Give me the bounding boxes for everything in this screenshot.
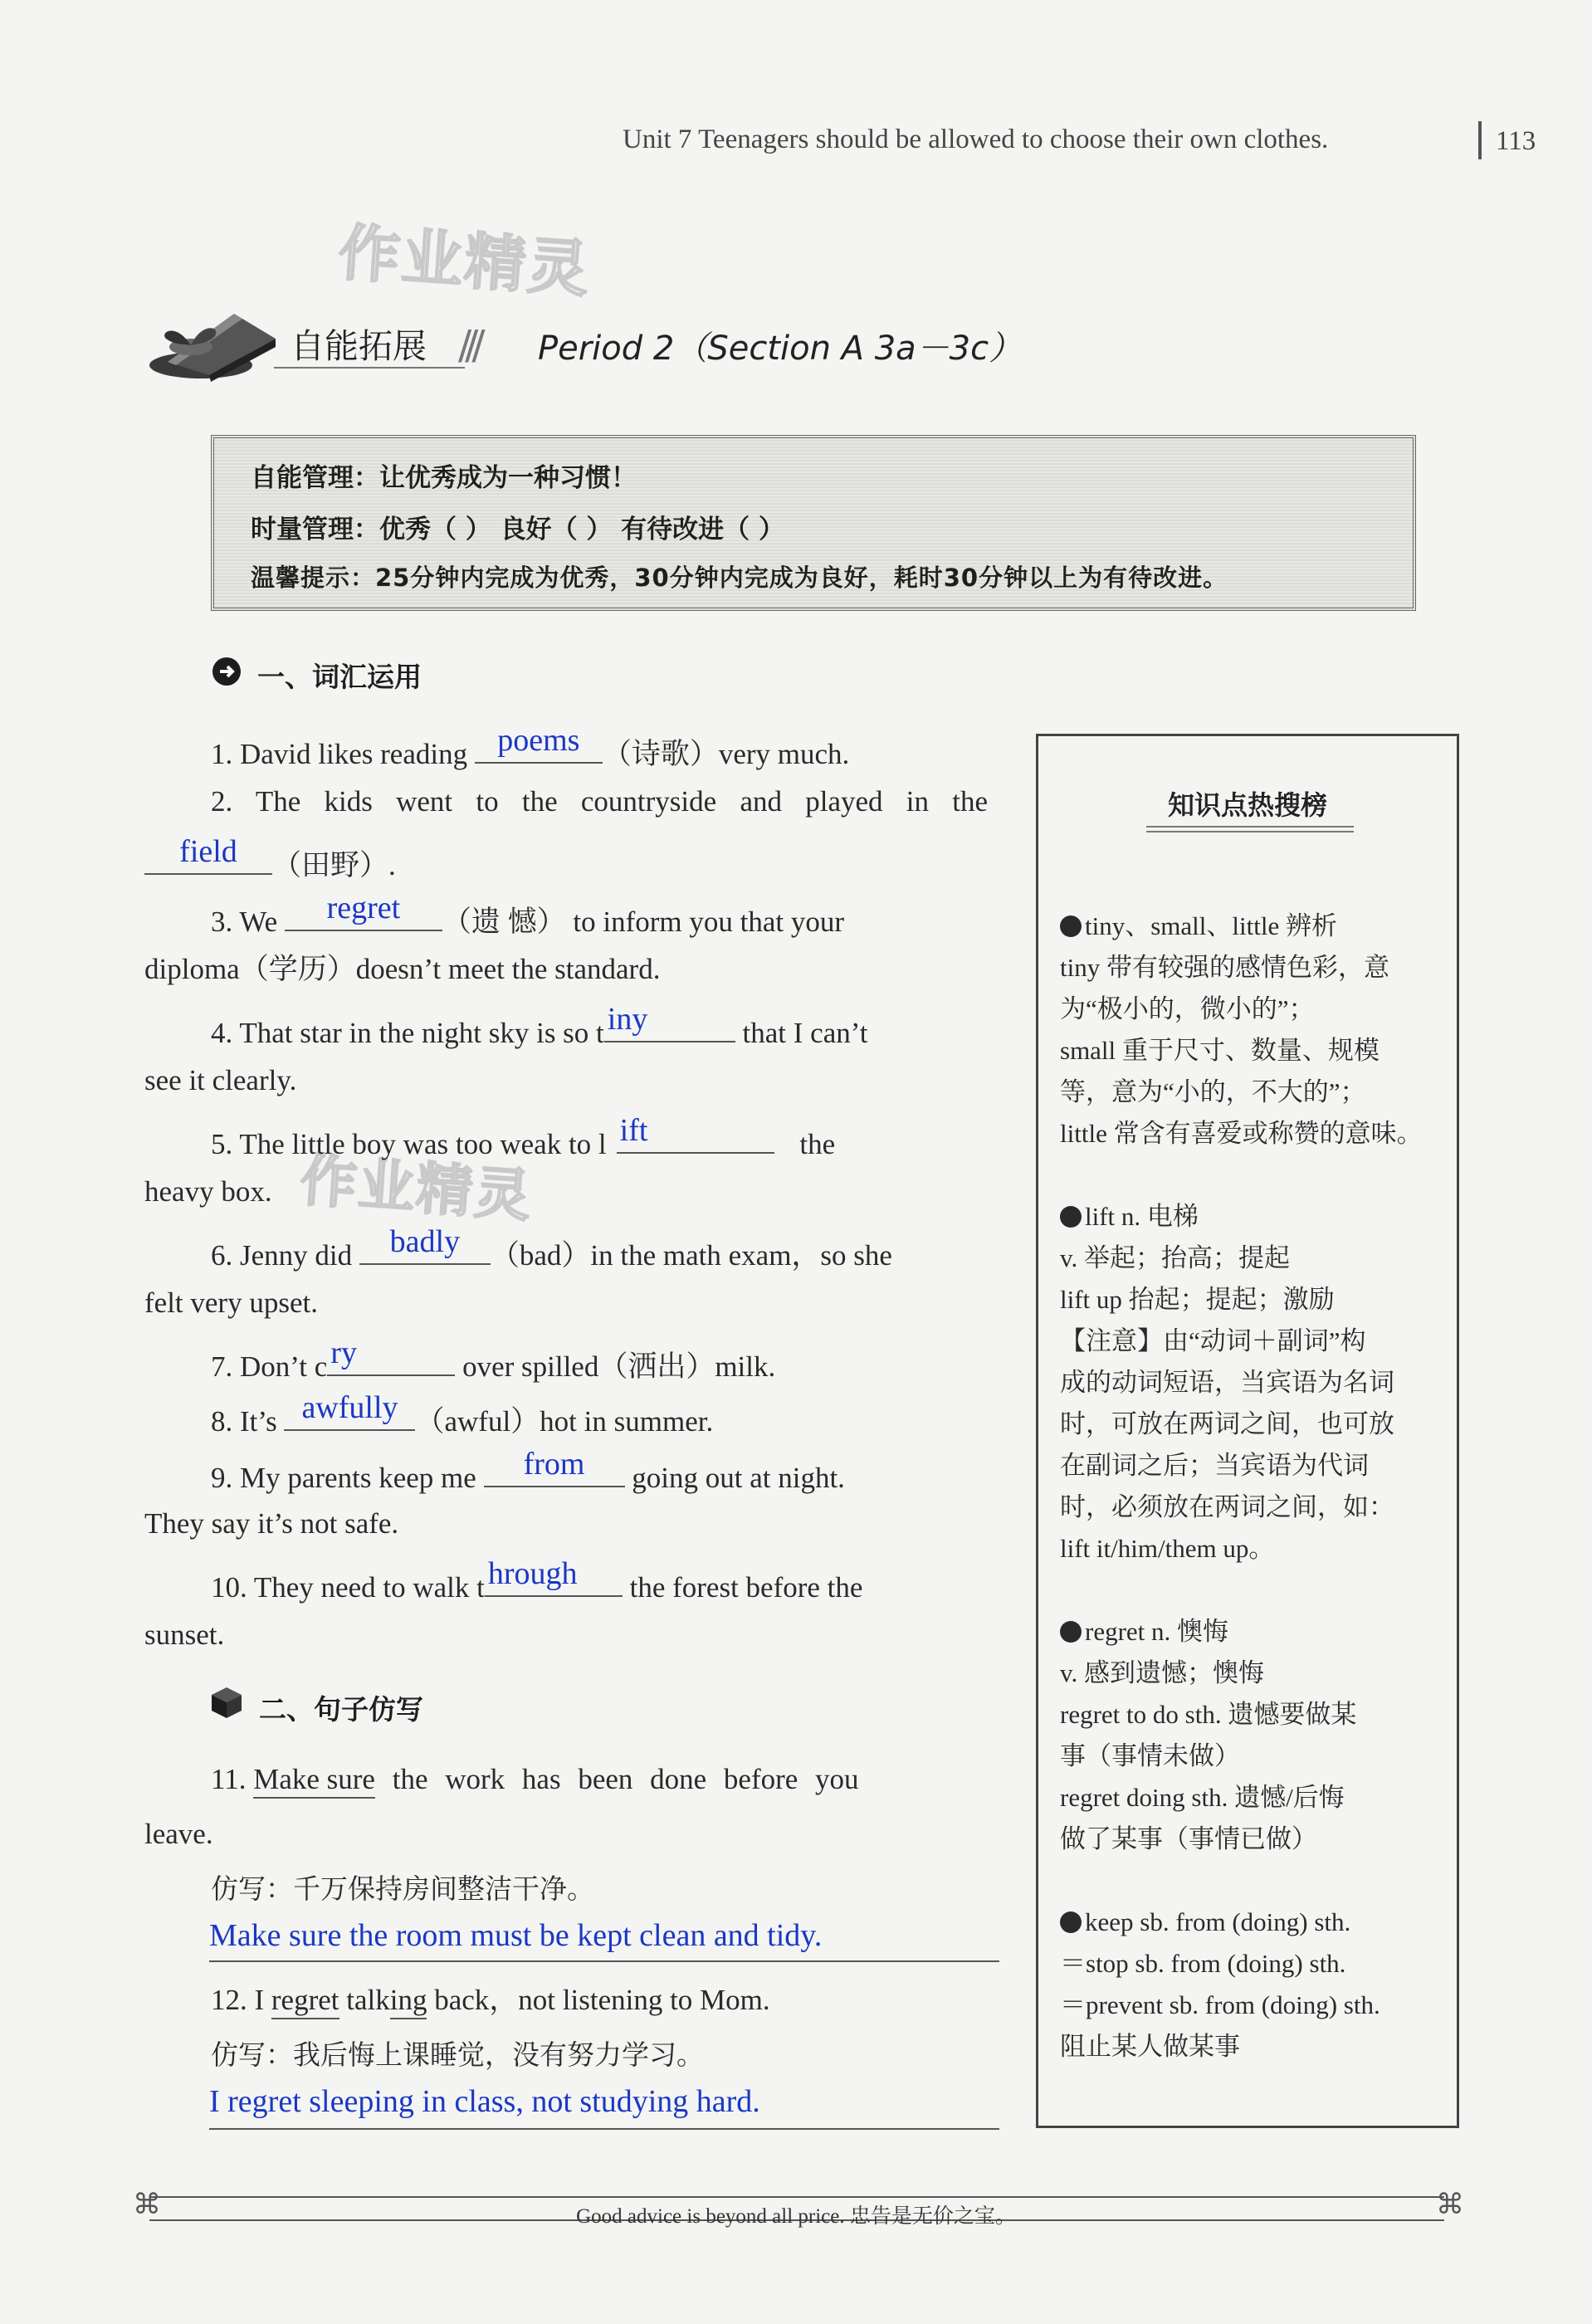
- answer-fill: field: [179, 834, 237, 869]
- knowledge-sidebar: [1036, 734, 1459, 2128]
- note-line: 时，可放在两词之间，也可放: [1060, 1409, 1394, 1438]
- note-line: regret n. 懊悔: [1085, 1617, 1229, 1646]
- banner-slashes: ///: [458, 322, 479, 369]
- note-line: lift it/him/them up。: [1060, 1534, 1275, 1563]
- item-text: going out at night.: [624, 1462, 845, 1494]
- answer-fill: regret: [326, 891, 401, 925]
- watermark-top: 作业精灵: [335, 217, 593, 306]
- note-line: v. 感到遗憾；懊悔: [1060, 1658, 1264, 1687]
- note-line: tiny、small、little 辨析: [1085, 911, 1337, 940]
- tiny-note: [1060, 906, 1442, 1155]
- note-line: lift up 抬起；提起；激励: [1060, 1285, 1335, 1314]
- vocab-item-3: [211, 891, 845, 939]
- note-line: regret to do sth. 遗憾要做某: [1060, 1700, 1357, 1729]
- item-text: 7. Don’t c: [211, 1350, 328, 1383]
- item-text: 10. They need to walk t: [211, 1571, 485, 1604]
- vocab-item-6-cont: felt very upset.: [144, 1286, 318, 1319]
- section-banner-label: 自能拓展: [291, 326, 427, 366]
- item-text: that I can’t: [735, 1017, 868, 1049]
- vocab-item-4: [211, 1002, 868, 1050]
- answer-blank[interactable]: [485, 1556, 623, 1597]
- sidebar-title-rule: [1146, 826, 1354, 828]
- item-text: （田野）.: [272, 849, 396, 881]
- answer-fill: poems: [497, 723, 580, 758]
- vocab-item-5: [211, 1113, 836, 1161]
- answer-blank[interactable]: [475, 723, 603, 764]
- cube-icon: [209, 1685, 244, 1724]
- item-text: over spilled（洒出）milk.: [455, 1350, 776, 1383]
- item-text: 9. My parents keep me: [211, 1462, 484, 1494]
- note-line: small 重于尺寸、数量、规模: [1060, 1036, 1380, 1065]
- page-number: 113: [1496, 126, 1536, 156]
- item-text: 8. It’s: [211, 1405, 285, 1438]
- banner-underline: [274, 367, 465, 369]
- answer-rule-11: [209, 1960, 999, 1962]
- answer-fill: awfully: [301, 1390, 398, 1425]
- vocab-item-2: [211, 785, 988, 818]
- vocab-item-3-cont: diploma（学历）doesn’t meet the standard.: [144, 953, 661, 985]
- vocab-item-8: [211, 1390, 714, 1438]
- footer-ornament-right: ⌘: [1436, 2188, 1464, 2221]
- sentence-section-title: 二、句子仿写: [259, 1693, 423, 1726]
- answer-blank[interactable]: [484, 1447, 625, 1487]
- sentence-item-12: [211, 1984, 770, 2017]
- bullet-icon: [1060, 1911, 1082, 1933]
- note-line: lift n. 电梯: [1085, 1202, 1199, 1231]
- note-line: 为“极小的，微小的”；: [1060, 994, 1315, 1023]
- item-text: the forest before the: [622, 1571, 863, 1604]
- vocab-item-9: [211, 1447, 845, 1495]
- note-line: 做了某事（事情已做）: [1060, 1824, 1317, 1853]
- answer-fill: hrough: [487, 1556, 578, 1591]
- tip-line: 温馨提示：25分钟内完成为优秀，30分钟内完成为良好，耗时30分钟以上为有待改进。: [251, 564, 1228, 592]
- self-management-box: [211, 435, 1416, 611]
- sidebar-title-rule: [1146, 831, 1354, 832]
- answer-fill: iny: [607, 1002, 648, 1037]
- imitation-prompt-12: 仿写：我后悔上课睡觉，没有努力学习。: [211, 2038, 704, 2071]
- answer-blank[interactable]: [327, 1335, 455, 1376]
- answer-blank[interactable]: [284, 1390, 415, 1431]
- keep-note: [1060, 1902, 1442, 2068]
- answer-blank[interactable]: [285, 891, 442, 931]
- period-title: Period 2（Section A 3a－3c）: [538, 330, 1023, 368]
- vocab-item-10: [211, 1556, 863, 1604]
- book-plant-icon: [143, 289, 284, 393]
- arrow-circle-icon: [212, 657, 241, 686]
- lift-note: [1060, 1196, 1442, 1570]
- item-text: 1. David likes reading: [211, 738, 475, 770]
- sentence-item-11-cont: leave.: [144, 1818, 213, 1850]
- note-line: 时，必须放在两词之间，如：: [1060, 1492, 1394, 1521]
- item-text: （诗歌）very much.: [602, 738, 850, 770]
- vocab-item-1: [211, 723, 850, 771]
- note-line: ＝prevent sb. from (doing) sth.: [1060, 1990, 1380, 2019]
- item-text: the work has been done before you: [374, 1763, 859, 1795]
- imitation-prompt-11: 仿写：千万保持房间整洁干净。: [211, 1872, 594, 1905]
- vocab-section-title: 一、词汇运用: [257, 661, 422, 693]
- bullet-icon: [1060, 1621, 1082, 1643]
- answer-fill: from: [523, 1447, 585, 1482]
- answer-blank[interactable]: [359, 1224, 491, 1265]
- note-line: v. 举起；抬高；提起: [1060, 1243, 1290, 1272]
- imitation-answer-11[interactable]: Make sure the room must be kept clean and tidy.: [209, 1918, 823, 1953]
- running-title: Unit 7 Teenagers should be allowed to choose their own clothes.: [623, 124, 1329, 154]
- sidebar-title: 知识点热搜榜: [1167, 789, 1327, 821]
- footer-ornament-left: ⌘: [133, 2188, 161, 2221]
- answer-blank[interactable]: [144, 834, 272, 875]
- item-number: 12. I: [211, 1984, 271, 2016]
- answer-rule-12: [209, 2128, 999, 2130]
- item-number: 11.: [211, 1763, 254, 1795]
- watermark-middle: 作业精灵: [298, 1148, 535, 1230]
- sentence-item-11: [211, 1763, 999, 1796]
- item-text: （bad）in the math exam，so she: [490, 1239, 892, 1272]
- vocab-item-5-cont: heavy box.: [144, 1175, 272, 1208]
- imitation-answer-12[interactable]: I regret sleeping in class, not studying hard.: [209, 2084, 760, 2119]
- management-line-1: 自能管理：让优秀成为一种习惯！: [251, 463, 637, 493]
- note-line: 【注意】由“动词＋副词”构: [1060, 1326, 1366, 1355]
- header-separator: [1478, 121, 1482, 159]
- vocab-item-10-cont: sunset.: [144, 1618, 225, 1651]
- note-line: regret doing sth. 遗憾/后悔: [1060, 1783, 1345, 1812]
- item-text: （awful）hot in summer.: [415, 1405, 714, 1438]
- note-line: 等，意为“小的，不大的”；: [1060, 1077, 1366, 1106]
- vocab-item-6: [211, 1224, 892, 1272]
- regret-note: [1060, 1611, 1442, 1860]
- answer-blank[interactable]: [617, 1113, 774, 1154]
- item-text: back，not listening to Mom.: [427, 1984, 770, 2016]
- note-line: 成的动词短语，当宾语为名词: [1060, 1368, 1394, 1397]
- item-text: the: [792, 1128, 836, 1160]
- item-text: 5. The little boy was too weak to l: [211, 1128, 607, 1160]
- vocab-item-4-cont: see it clearly.: [144, 1064, 297, 1096]
- key-word: regret: [271, 1984, 339, 2019]
- note-line: little 常含有喜爱或称赞的意味。: [1060, 1119, 1423, 1148]
- key-phrase: Make sure: [253, 1763, 375, 1799]
- item-text: 4. That star in the night sky is so t: [211, 1017, 604, 1049]
- vocab-item-2-cont: [144, 834, 396, 882]
- answer-fill: ift: [619, 1113, 648, 1148]
- item-text: talk: [339, 1984, 390, 2016]
- note-line: tiny 带有较强的感情色彩，意: [1060, 953, 1389, 982]
- bullet-icon: [1060, 915, 1082, 937]
- vocab-item-7: [211, 1335, 776, 1384]
- item-text: 2. The kids went to the countryside and played in the: [211, 785, 988, 818]
- item-text: 6. Jenny did: [211, 1239, 359, 1272]
- vocab-item-9-cont: They say it’s not safe.: [144, 1507, 399, 1540]
- answer-fill: badly: [389, 1224, 461, 1259]
- note-line: ＝stop sb. from (doing) sth.: [1060, 1949, 1346, 1978]
- footer-proverb: Good advice is beyond all price. 忠告是无价之宝。: [576, 2205, 1016, 2228]
- answer-fill: ry: [330, 1335, 357, 1370]
- item-text: （遗 憾） to inform you that your: [442, 906, 845, 938]
- bullet-icon: [1060, 1206, 1082, 1228]
- note-line: keep sb. from (doing) sth.: [1085, 1907, 1351, 1936]
- note-line: 阻止某人做某事: [1060, 2032, 1240, 2061]
- note-line: 事（事情未做）: [1060, 1741, 1240, 1770]
- note-line: 在副词之后；当宾语为代词: [1060, 1451, 1369, 1480]
- key-suffix: ing: [390, 1984, 427, 2019]
- time-management-line: 时量管理：优秀（ ） 良好（ ） 有待改进（ ）: [251, 515, 784, 544]
- answer-blank[interactable]: [604, 1002, 735, 1042]
- item-text: 3. We: [211, 906, 285, 938]
